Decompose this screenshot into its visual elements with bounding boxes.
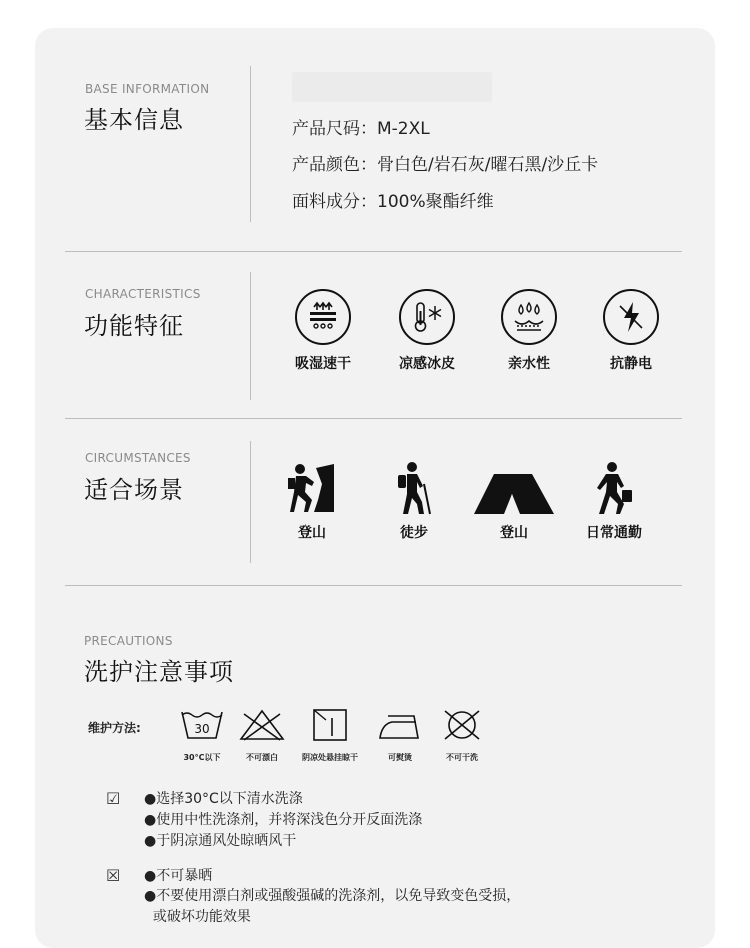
section-divider [65, 585, 682, 586]
commute-icon [564, 460, 664, 516]
scene-label: 登山 [298, 525, 326, 541]
do-checkbox-icon: ☑ [106, 789, 121, 808]
feature-cooling [382, 289, 472, 373]
antistatic-icon [603, 289, 659, 345]
care-iron [368, 708, 432, 763]
no-bleach-icon [238, 708, 286, 742]
care-label: 阴凉处悬挂晾干 [302, 753, 358, 762]
base-info-en-heading: BASE INFORMATION [85, 82, 210, 96]
base-info-heading: 基本信息 [84, 106, 184, 134]
faded-brand-mark [292, 72, 492, 102]
tent-icon [464, 460, 564, 516]
feature-hydrophilic [484, 289, 574, 373]
dont-item: 或破坏功能效果 [144, 909, 251, 925]
care-no-dry-clean [430, 708, 494, 763]
hiking-icon [364, 460, 464, 516]
dont-item: ●不要使用漂白剂或强酸强碱的洗涤剂，以免导致变色受损， [144, 888, 521, 904]
care-no-bleach [230, 708, 294, 763]
feature-label: 凉感冰皮 [399, 356, 455, 372]
scene-camping [464, 460, 564, 542]
scene-label: 登山 [500, 525, 528, 541]
section-divider-vertical [250, 272, 251, 400]
cooling-icon [399, 289, 455, 345]
care-label: 不可干洗 [446, 753, 478, 762]
product-color: 产品颜色：骨白色/岩石灰/曜石黑/沙丘卡 [292, 155, 599, 175]
scene-climbing [262, 460, 362, 542]
dont-checkbox-icon: ☒ [106, 866, 121, 885]
precautions-en-heading: PRECAUTIONS [84, 634, 173, 648]
do-item: ●于阴凉通风处晾晒风干 [144, 833, 297, 849]
section-divider-vertical [250, 66, 251, 222]
wash-temp-text: 30 [194, 722, 210, 736]
no-dry-clean-icon [440, 708, 484, 742]
feature-label: 吸湿速干 [295, 356, 351, 372]
scene-hiking [364, 460, 464, 542]
precautions-heading: 洗护注意事项 [84, 658, 234, 686]
feature-label: 抗静电 [610, 356, 652, 372]
section-divider [65, 418, 682, 419]
care-wash-30 [170, 708, 234, 763]
product-fabric: 面料成分：100%聚酯纤维 [292, 192, 494, 212]
do-item: ●使用中性洗涤剂，并将深浅色分开反面洗涤 [144, 812, 423, 828]
wash-30-icon [180, 708, 224, 742]
care-method-label: 维护方法: [88, 721, 141, 735]
climbing-icon [262, 460, 362, 516]
circumstances-en-heading: CIRCUMSTANCES [85, 451, 191, 465]
do-item: ●选择30°C以下清水洗涤 [144, 791, 303, 807]
dont-item: ●不可暴晒 [144, 868, 213, 884]
line-dry-shade-icon [310, 708, 350, 742]
care-label: 30°C以下 [183, 753, 221, 762]
moisture-wicking-icon [295, 289, 351, 345]
product-size: 产品尺码：M-2XL [292, 119, 430, 139]
feature-moisture-wicking [278, 289, 368, 373]
circumstances-heading: 适合场景 [84, 476, 184, 504]
section-divider [65, 251, 682, 252]
scene-label: 徒步 [400, 525, 428, 541]
care-label: 不可漂白 [246, 753, 278, 762]
care-label: 可熨烫 [388, 753, 412, 762]
feature-label: 亲水性 [508, 356, 550, 372]
hydrophilic-icon [501, 289, 557, 345]
feature-antistatic [586, 289, 676, 373]
characteristics-en-heading: CHARACTERISTICS [85, 287, 201, 301]
section-divider-vertical [250, 441, 251, 563]
scene-commute [564, 460, 664, 542]
care-line-dry-shade [298, 708, 362, 763]
scene-label: 日常通勤 [586, 525, 642, 541]
iron-icon [378, 708, 422, 742]
characteristics-heading: 功能特征 [84, 312, 184, 340]
